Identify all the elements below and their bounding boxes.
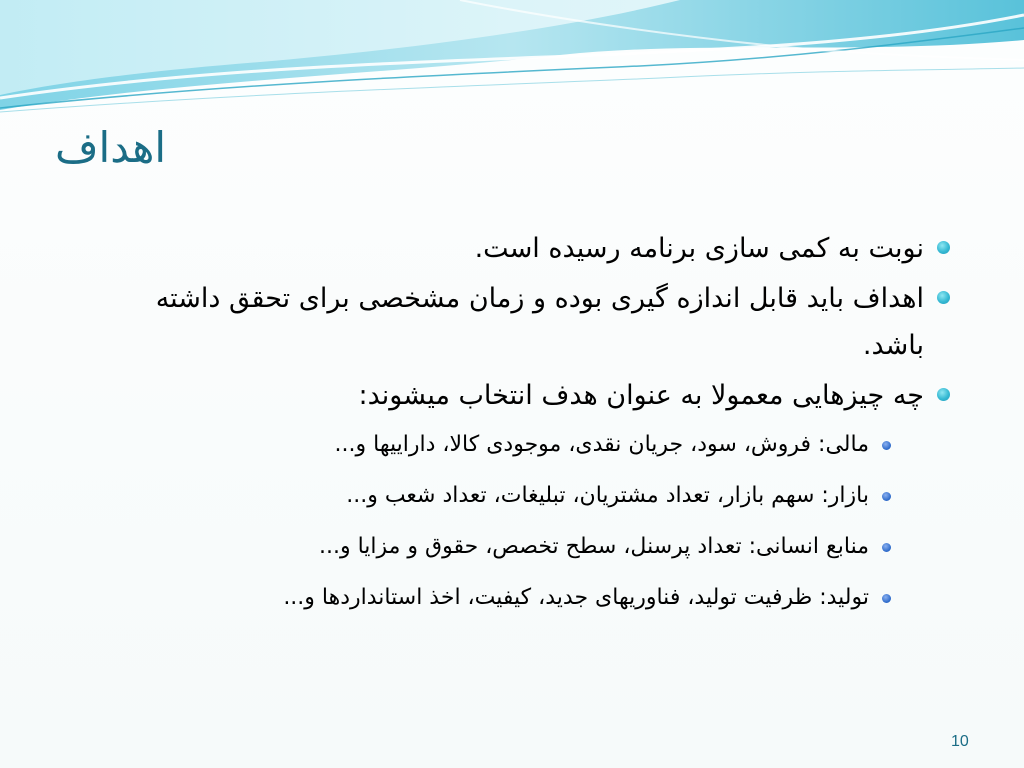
decorative-wave-header: [0, 0, 1024, 130]
slide-body: [100, 225, 954, 626]
sub-bullet-item: [100, 419, 924, 470]
bullet-dot-icon: [937, 291, 950, 304]
sub-bullet-text: تولید: ظرفیت تولید، فناوریهای جدید، کیفیت، اخذ استانداردها و...: [283, 585, 869, 610]
sub-bullet-item: [100, 572, 924, 623]
sub-bullet-dot-icon: [882, 543, 891, 552]
bullet-dot-icon: [937, 388, 950, 401]
bullet-text: اهداف باید قابل اندازه گیری بوده و زمان مشخصی برای تحقق داشته باشد.: [155, 283, 924, 361]
sub-bullet-text: منابع انسانی: تعداد پرسنل، سطح تخصص، حقوق و مزایا و...: [318, 534, 869, 559]
bullet-item: [100, 275, 954, 369]
page-number: 10: [951, 733, 969, 750]
sub-bullet-dot-icon: [882, 594, 891, 603]
sub-bullet-list: [100, 419, 924, 623]
sub-bullet-text: مالی: فروش، سود، جریان نقدی، موجودی کالا، داراییها و...: [334, 432, 869, 457]
sub-bullet-item: [100, 470, 924, 521]
sub-bullet-item: [100, 521, 924, 572]
bullet-item: [100, 372, 954, 623]
bullet-item: [100, 225, 954, 272]
bullet-text: چه چیزهایی معمولا به عنوان هدف انتخاب میشوند:: [358, 380, 924, 411]
sub-bullet-dot-icon: [882, 441, 891, 450]
slide-title: اهداف: [55, 123, 167, 172]
bullet-dot-icon: [937, 241, 950, 254]
bullet-list: [100, 225, 954, 623]
sub-bullet-text: بازار: سهم بازار، تعداد مشتریان، تبلیغات، تعداد شعب و...: [346, 483, 869, 508]
sub-bullet-dot-icon: [882, 492, 891, 501]
bullet-text: نوبت به کمی سازی برنامه رسیده است.: [474, 233, 924, 264]
